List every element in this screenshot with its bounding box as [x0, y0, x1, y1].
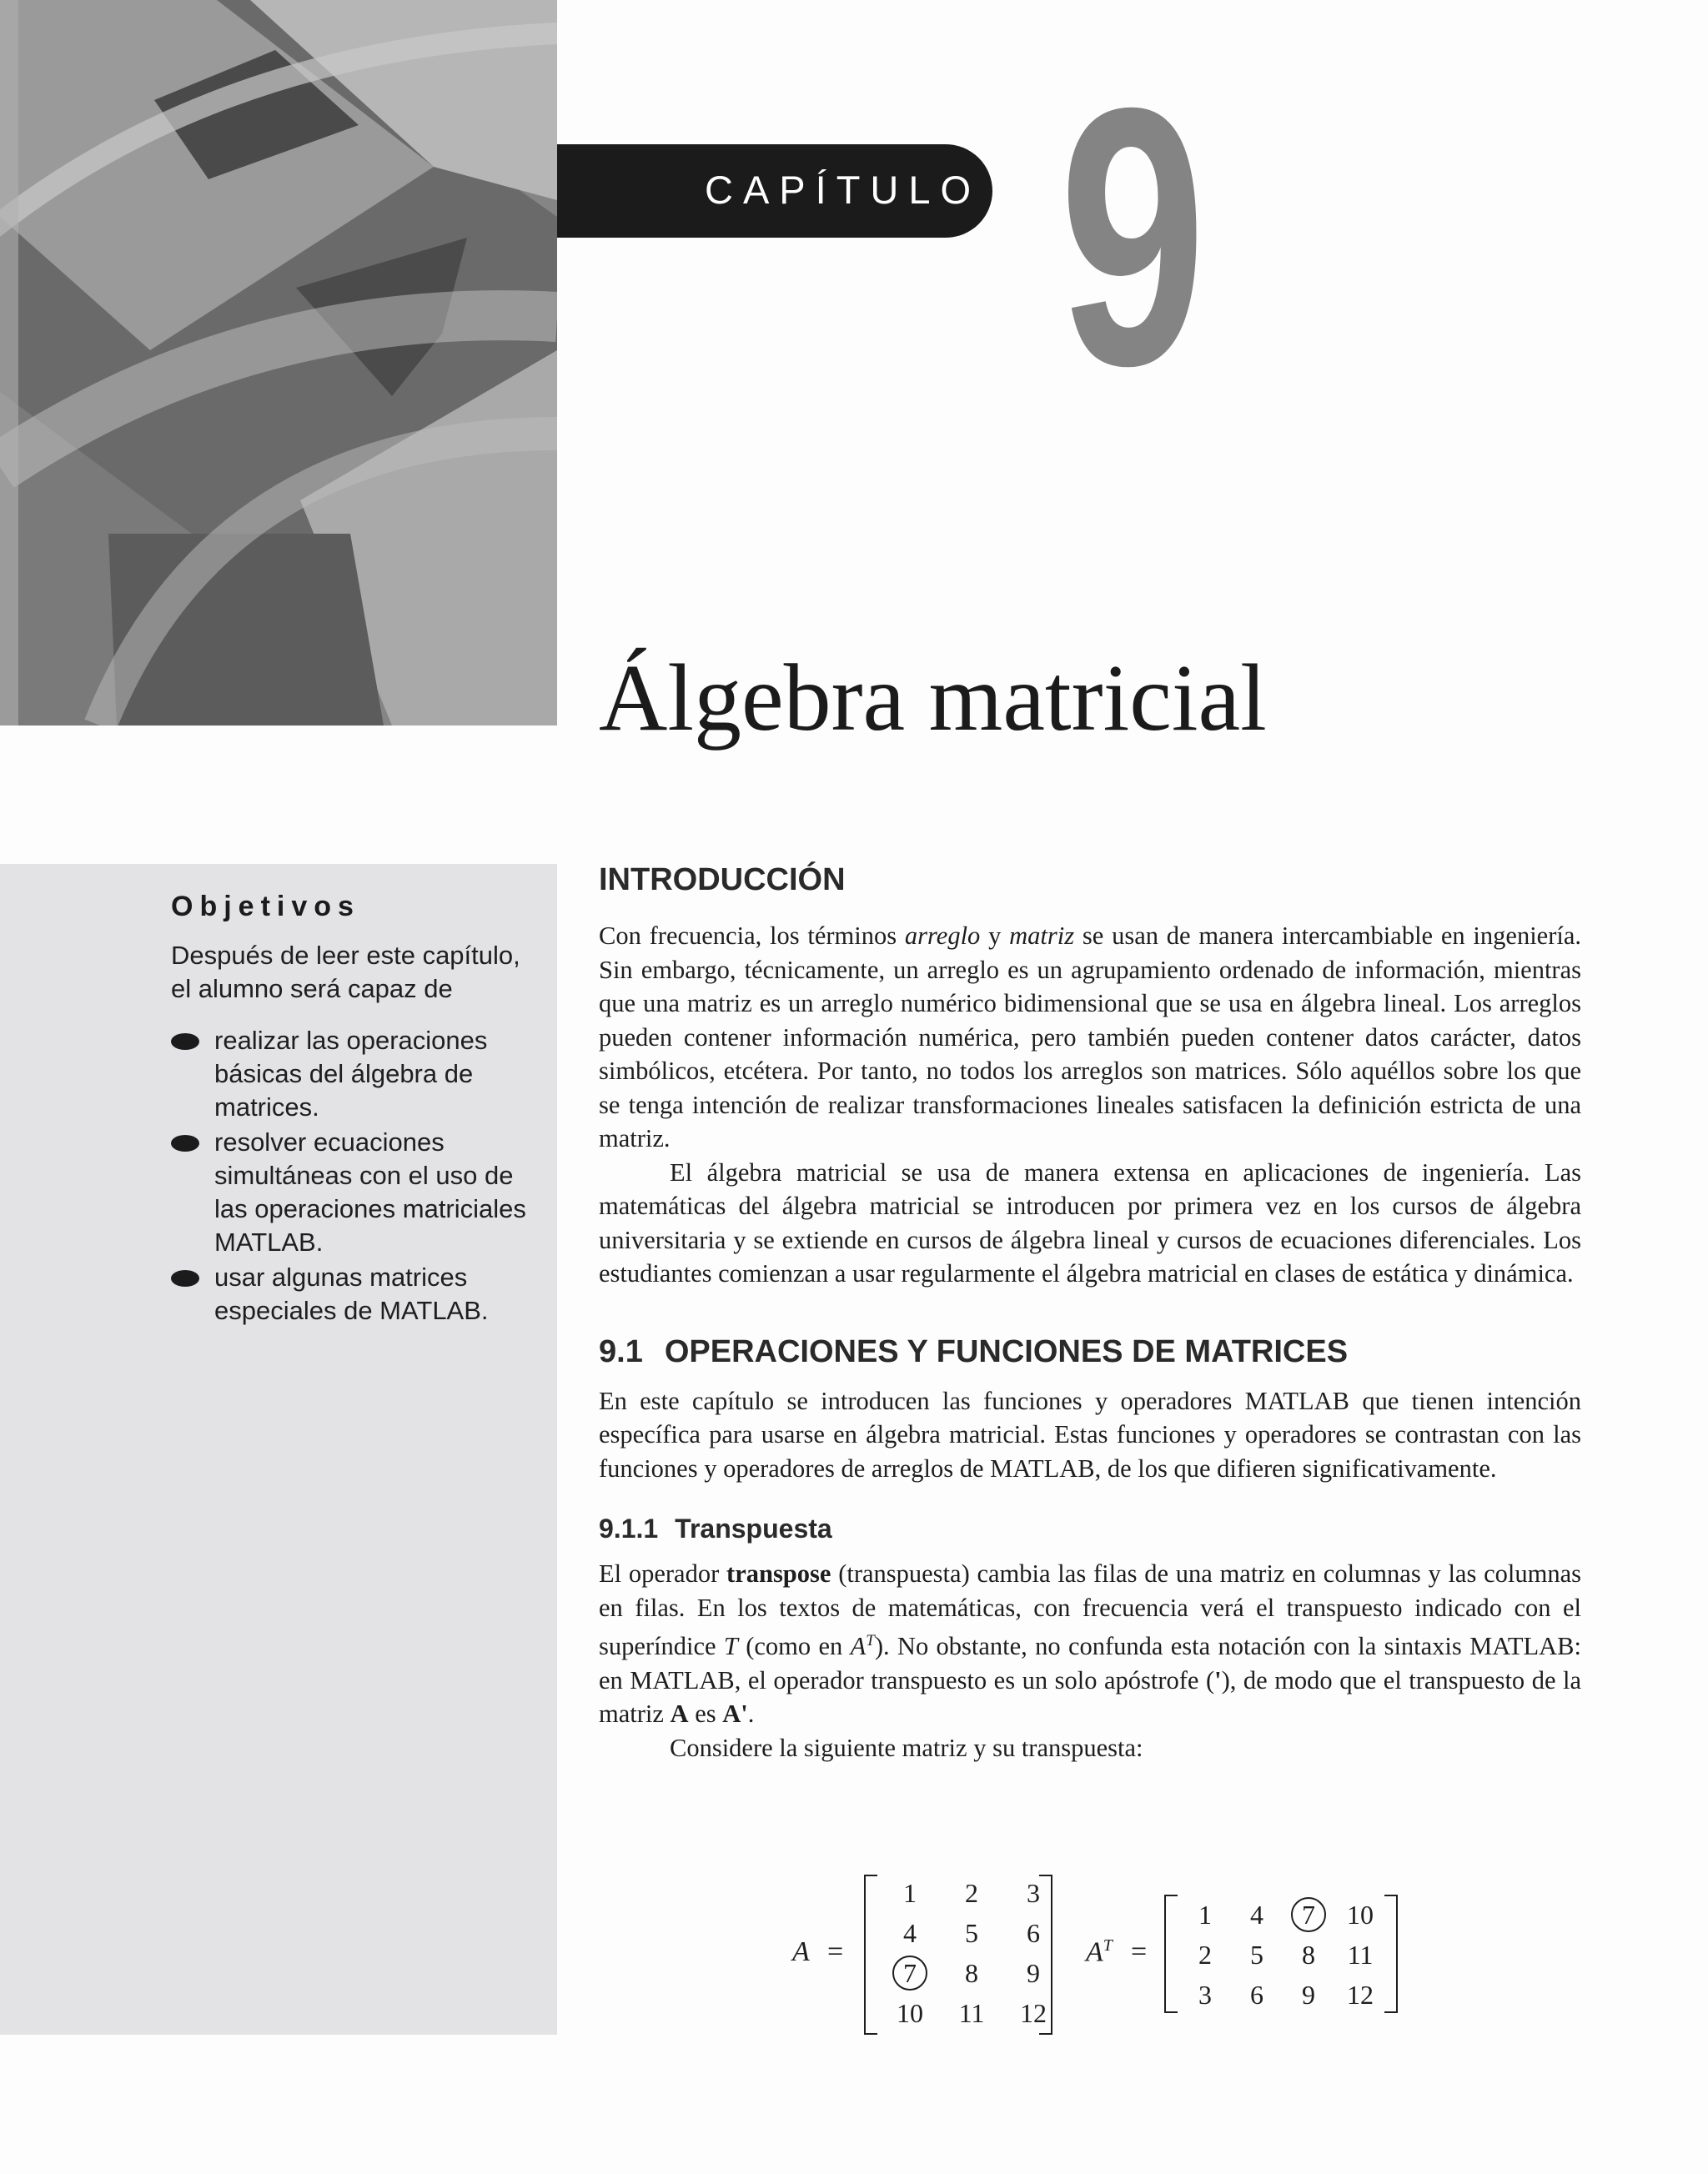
term-transpose: transpose: [726, 1559, 831, 1588]
matrix-a-left-bracket: [864, 1875, 877, 2035]
matrix-at-name: $A^T$: [1086, 1936, 1113, 1968]
matrix-a-cell: 4: [903, 1918, 917, 1948]
matrix-at-cell: [1283, 1895, 1334, 1935]
section-9-1-paragraph: En este capítulo se introducen las funciones y operadores MATLAB que tienen intención específica para usarse en álgebra matricial. Estas funciones y operadores se contrastan con las funciones y operadores de arreglos de MATLAB, de los que difieren significativamente.: [599, 1386, 1581, 1483]
matrix-at-cell: 11: [1347, 1940, 1374, 1970]
matrix-a-cell: 12: [1020, 1998, 1047, 2028]
matrix-display: [792, 1875, 1409, 2041]
objectives-heading: Objetivos: [171, 891, 360, 922]
objective-text: realizar las operaciones básicas del álgebra de matrices.: [214, 1026, 488, 1122]
subsection-9-1-1-heading: [599, 1510, 1581, 1547]
circled-element: 7: [1291, 1897, 1326, 1932]
matrix-a-name: A: [792, 1936, 810, 1967]
matrix-a-cell: 11: [958, 1998, 985, 2028]
chapter-title: Álgebra matricial: [599, 645, 1267, 751]
chapter-label: CAPÍTULO: [705, 168, 982, 212]
bullet-icon: [171, 1135, 199, 1152]
matrix-at-cell: 12: [1347, 1980, 1374, 2010]
subsection-number: 9.1.1: [599, 1514, 659, 1544]
matrix-at-cell: 10: [1347, 1900, 1374, 1930]
transpose-paragraph-1: El operador transpose (transpuesta) cambia las filas de una matriz en columnas y las columnas en filas. En los textos de matemáticas, con frecuencia verá el transpuesto indicado con el superíndice T (como en $A^T$). No obstante, no confunda esta notación con la sintaxis MATLAB: en MATLAB, el operador transpuesto es un solo apóstrofe ('), de modo que el transpuesto de la matriz A es A'.: [599, 1559, 1581, 1729]
matrix-at-left-bracket: [1164, 1895, 1178, 2013]
objectives-intro: Después de leer este capítulo, el alumno será capaz de: [171, 941, 520, 1003]
matrix-a-cell: 2: [965, 1878, 978, 1908]
section-9-1-heading: [599, 1331, 1581, 1373]
equals-sign: =: [1131, 1936, 1148, 1967]
circled-element: 7: [892, 1956, 927, 1991]
matrix-at-cell: 8: [1302, 1940, 1315, 1970]
matrix-a-cell: 1: [903, 1878, 917, 1908]
objective-item: [171, 1024, 538, 1124]
matrix-at-cell: 5: [1250, 1940, 1263, 1970]
matrix-at-cell: 6: [1250, 1980, 1263, 2010]
intro-paragraph-1: Con frecuencia, los términos arreglo y matriz se usan de manera intercambiable en ingeniería. Sin embargo, técnicamente, un arreglo es un agrupamiento ordenado de información, mientras que una matriz es un arreglo numérico bidimensional que se usa en álgebra lineal. Los arreglos pueden contener información numérica, pero también pueden contener datos carácter, datos simbólicos, etcétera. Por tanto, no todos los arreglos son matrices. Sólo aquéllos sobre los que se tenga intención de realizar transformaciones lineales satisfacen la definición estricta de una matriz.: [599, 921, 1581, 1152]
equals-sign: =: [827, 1936, 844, 1967]
chapter-number: 9: [1059, 33, 1207, 442]
objective-text: usar algunas matrices especiales de MATLAB.: [214, 1263, 489, 1325]
bullet-icon: [171, 1033, 199, 1050]
subsection-title: Transpuesta: [675, 1514, 832, 1544]
main-content: [599, 859, 1581, 1765]
section-number: 9.1: [599, 1333, 643, 1369]
term-matriz: matriz: [1009, 921, 1075, 950]
matrix-at-cell: 9: [1302, 1980, 1315, 2010]
matrix-at-cell: 1: [1198, 1900, 1212, 1930]
matrix-at-right-bracket: [1384, 1895, 1398, 2013]
matrix-at-cell: 2: [1198, 1940, 1212, 1970]
chapter-cover-image: [0, 0, 557, 726]
abstract-geometric-graphic: [0, 0, 557, 726]
matrix-a-cell: 8: [965, 1958, 978, 1988]
matrix-a-cell: 5: [965, 1918, 978, 1948]
objective-item: [171, 1261, 538, 1328]
section-title: OPERACIONES Y FUNCIONES DE MATRICES: [664, 1333, 1349, 1369]
transpose-paragraph-2: Considere la siguiente matriz y su transpuesta:: [670, 1733, 1143, 1762]
term-arreglo: arreglo: [904, 921, 981, 950]
matrix-a-cell: 6: [1027, 1918, 1040, 1948]
matrix-a-cell: [879, 1953, 941, 1993]
objective-text: resolver ecuaciones simultáneas con el uso de las operaciones matriciales MATLAB.: [214, 1127, 526, 1257]
matrix-a-cell: 9: [1027, 1958, 1040, 1988]
objective-item: [171, 1126, 538, 1259]
matrix-a-cell: 3: [1027, 1878, 1040, 1908]
objectives-list: [171, 1024, 538, 1329]
matrix-at-cell: 3: [1198, 1980, 1212, 2010]
matrix-a-cell: 10: [897, 1998, 923, 2028]
bullet-icon: [171, 1270, 199, 1287]
matrix-at-cell: 4: [1250, 1900, 1263, 1930]
intro-paragraph-2: El álgebra matricial se usa de manera extensa en aplicaciones de ingeniería. Las matemáticas del álgebra matricial se introducen por primera vez en los cursos de álgebra universitaria y se extiende en cursos de álgebra lineal y cursos de ecuaciones diferenciales. Los estudiantes comienzan a usar regularmente el álgebra matricial en clases de estática y dinámica.: [599, 1157, 1581, 1288]
intro-heading: INTRODUCCIÓN: [599, 862, 846, 897]
